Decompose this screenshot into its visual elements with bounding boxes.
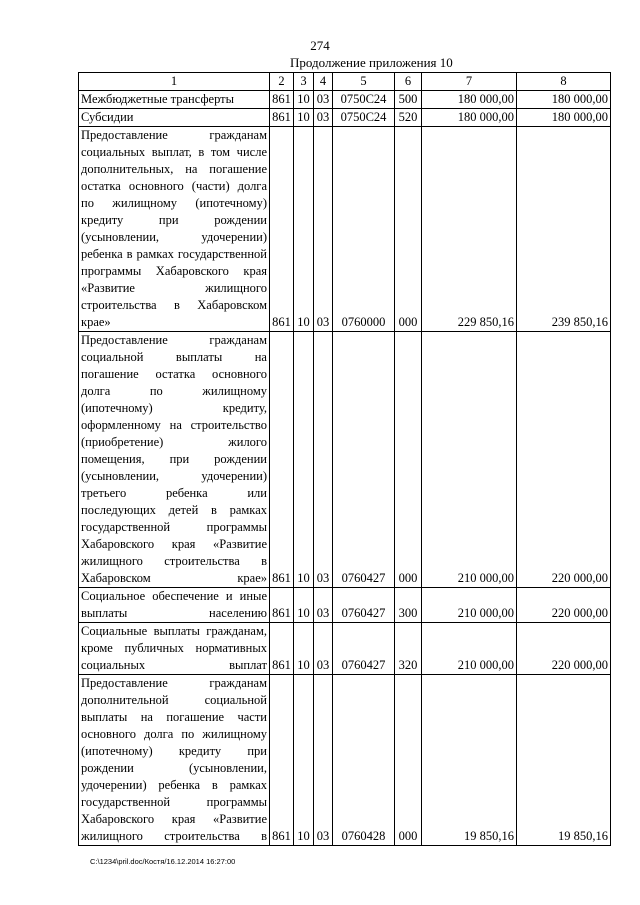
row-code-6: 300 bbox=[395, 588, 422, 623]
row-code-4: 03 bbox=[314, 588, 333, 623]
row-code-5: 0750С24 bbox=[333, 91, 395, 109]
page-number: 274 bbox=[310, 38, 330, 53]
row-code-4: 03 bbox=[314, 109, 333, 127]
row-code-5: 0760427 bbox=[333, 332, 395, 588]
row-code-6: 000 bbox=[395, 127, 422, 332]
row-name: Предоставление гражданам социальной выплаты на погашение остатка основного долга по жилищному (ипотечному) кредиту, оформленному на строительство (приобретение) жилого помещения, при рождении (усыновлении, удочерении) третьего ребенка или последующих детей в рамках государственной программы Хабаровского края «Развитие жилищного строительства в Хабаровском крае» bbox=[79, 332, 270, 588]
row-code-3: 10 bbox=[294, 332, 314, 588]
row-code-5: 0750С24 bbox=[333, 109, 395, 127]
col-header-5: 5 bbox=[333, 73, 395, 91]
footer-file-path: C:\1234\pril.doc/Костя/16.12.2014 16:27:00 bbox=[90, 857, 236, 866]
row-code-4: 03 bbox=[314, 127, 333, 332]
row-code-2: 861 bbox=[270, 675, 294, 846]
row-name: Субсидии bbox=[79, 109, 270, 127]
continuation-label: Продолжение приложения 10 bbox=[290, 55, 453, 70]
col-header-1: 1 bbox=[79, 73, 270, 91]
row-amount-8: 220 000,00 bbox=[517, 332, 611, 588]
row-amount-8: 180 000,00 bbox=[517, 109, 611, 127]
table-row bbox=[79, 109, 611, 127]
row-code-2: 861 bbox=[270, 623, 294, 675]
col-header-8: 8 bbox=[517, 73, 611, 91]
row-code-2: 861 bbox=[270, 109, 294, 127]
row-code-2: 861 bbox=[270, 127, 294, 332]
row-code-6: 000 bbox=[395, 675, 422, 846]
table-row bbox=[79, 332, 611, 588]
row-code-3: 10 bbox=[294, 588, 314, 623]
row-amount-8: 220 000,00 bbox=[517, 623, 611, 675]
row-code-5: 0760427 bbox=[333, 588, 395, 623]
row-amount-7: 210 000,00 bbox=[422, 588, 517, 623]
row-name: Социальные выплаты гражданам, кроме публичных нормативных социальных выплат bbox=[79, 623, 270, 675]
table-row bbox=[79, 588, 611, 623]
row-amount-7: 180 000,00 bbox=[422, 109, 517, 127]
row-code-3: 10 bbox=[294, 675, 314, 846]
row-code-3: 10 bbox=[294, 109, 314, 127]
row-code-4: 03 bbox=[314, 623, 333, 675]
budget-table bbox=[78, 72, 611, 846]
row-name: Предоставление гражданам социальных выплат, в том числе дополнительных, на погашение остатка основного (части) долга по жилищному (ипотечному) кредиту при рождении (усыновлении, удочерении) ребенка в рамках государственной программы Хабаровского края «Развитие жилищного строительства в Хабаровском крае» bbox=[79, 127, 270, 332]
row-code-6: 520 bbox=[395, 109, 422, 127]
row-code-5: 0760428 bbox=[333, 675, 395, 846]
row-name: Социальное обеспечение и иные выплаты населению bbox=[79, 588, 270, 623]
row-name: Предоставление гражданам дополнительной социальной выплаты на погашение части основного долга по жилищному (ипотечному) кредиту при рождении (усыновлении, удочерении) ребенка в рамках государственной программы Хабаровского края «Развитие жилищного строительства в bbox=[79, 675, 270, 846]
row-code-4: 03 bbox=[314, 675, 333, 846]
row-code-6: 320 bbox=[395, 623, 422, 675]
row-code-2: 861 bbox=[270, 588, 294, 623]
col-header-6: 6 bbox=[395, 73, 422, 91]
row-code-3: 10 bbox=[294, 623, 314, 675]
row-code-5: 0760427 bbox=[333, 623, 395, 675]
col-header-4: 4 bbox=[314, 73, 333, 91]
row-code-2: 861 bbox=[270, 332, 294, 588]
row-code-5: 0760000 bbox=[333, 127, 395, 332]
row-code-4: 03 bbox=[314, 332, 333, 588]
table-row bbox=[79, 623, 611, 675]
row-code-6: 000 bbox=[395, 332, 422, 588]
row-code-3: 10 bbox=[294, 127, 314, 332]
row-amount-7: 180 000,00 bbox=[422, 91, 517, 109]
row-code-3: 10 bbox=[294, 91, 314, 109]
row-amount-7: 229 850,16 bbox=[422, 127, 517, 332]
row-code-2: 861 bbox=[270, 91, 294, 109]
col-header-7: 7 bbox=[422, 73, 517, 91]
col-header-3: 3 bbox=[294, 73, 314, 91]
row-name: Межбюджетные трансферты bbox=[79, 91, 270, 109]
row-amount-8: 239 850,16 bbox=[517, 127, 611, 332]
row-amount-7: 19 850,16 bbox=[422, 675, 517, 846]
row-code-4: 03 bbox=[314, 91, 333, 109]
table-row bbox=[79, 675, 611, 846]
row-amount-7: 210 000,00 bbox=[422, 332, 517, 588]
row-amount-8: 180 000,00 bbox=[517, 91, 611, 109]
row-amount-8: 19 850,16 bbox=[517, 675, 611, 846]
col-header-2: 2 bbox=[270, 73, 294, 91]
row-amount-7: 210 000,00 bbox=[422, 623, 517, 675]
row-code-6: 500 bbox=[395, 91, 422, 109]
table-row bbox=[79, 127, 611, 332]
header-row bbox=[79, 73, 611, 91]
row-amount-8: 220 000,00 bbox=[517, 588, 611, 623]
table-row bbox=[79, 91, 611, 109]
